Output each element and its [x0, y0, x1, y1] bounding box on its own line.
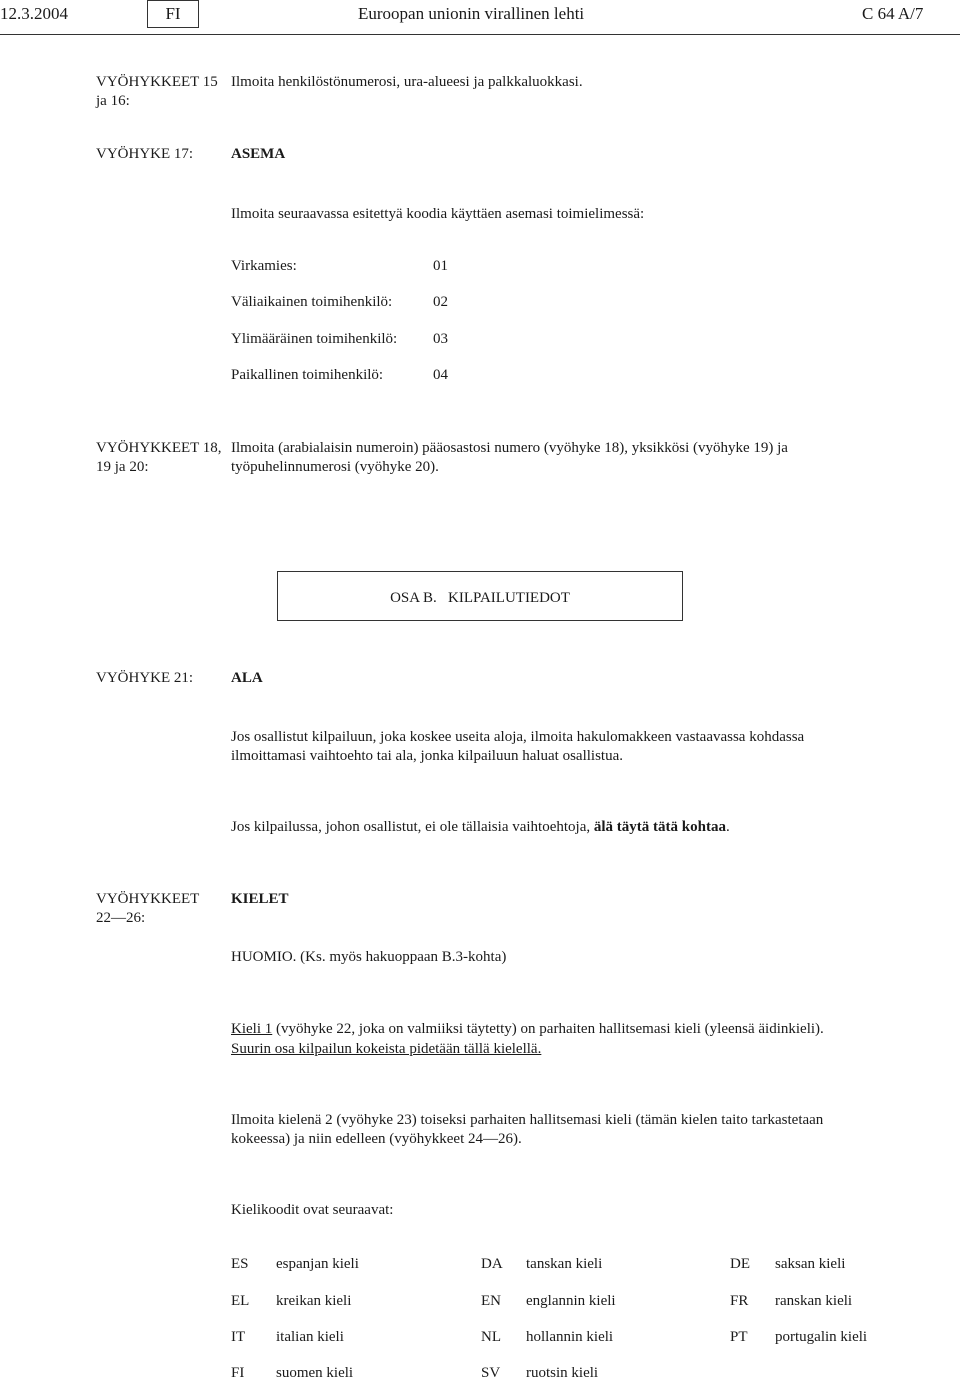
language-name: espanjan kieli — [276, 1256, 359, 1272]
code-value: 02 — [433, 294, 448, 310]
publication-date: 12.3.2004 — [0, 4, 68, 23]
code-value: 01 — [433, 258, 448, 274]
language-code: PT — [730, 1329, 748, 1345]
language-name: ruotsin kieli — [526, 1365, 599, 1381]
language-name: kreikan kieli — [276, 1293, 352, 1309]
zone-22-paragraph-2: Ilmoita kielenä 2 (vyöhyke 23) toiseksi parhaiten hallitsemasi kieli (tämän kielen taito tarkastetaan kokeessa) ja niin edelleen (vyöhykkeet 24—26). — [231, 1112, 824, 1147]
language-code: ES — [231, 1256, 249, 1272]
section-b-title: OSA B. KILPAILUTIEDOT — [277, 571, 683, 621]
language-name: portugalin kieli — [775, 1329, 868, 1345]
zone-22-note: HUOMIO. (Ks. myös hakuoppaan B.3-kohta) — [231, 949, 507, 965]
zone-17-heading: ASEMA — [231, 146, 286, 162]
journal-title: Euroopan unionin virallinen lehti — [358, 4, 585, 23]
zone-15-label: VYÖHYKKEET 15 ja 16: — [96, 74, 218, 109]
language-code: DA — [481, 1256, 503, 1272]
code-label: Virkamies: — [231, 258, 297, 274]
page-reference: C 64 A/7 — [862, 4, 924, 23]
zone-21-heading: ALA — [231, 670, 263, 686]
language-code: EN — [481, 1293, 501, 1309]
zone-18-text: Ilmoita (arabialaisin numeroin) pääosastosi numero (vyöhyke 18), yksikkösi (vyöhyke 19) ja työpuhelinnumerosi (vyöhyke 20). — [231, 440, 788, 475]
zone-21-paragraph-1: Jos osallistut kilpailuun, joka koskee useita aloja, ilmoita hakulomakkeen vastaavassa kohdassa ilmoittamasi vaihtoehto tai ala, jonka kilpailuun haluat osallistua. — [231, 729, 805, 764]
zone-17-intro: Ilmoita seuraavassa esitettyä koodia käyttäen asemasi toimielimessä: — [231, 206, 645, 222]
language-name: italian kieli — [276, 1329, 344, 1345]
code-label: Paikallinen toimihenkilö: — [231, 367, 384, 383]
zone-15-text: Ilmoita henkilöstönumerosi, ura-alueesi ja palkkaluokkasi. — [231, 74, 583, 90]
zone-21-label: VYÖHYKE 21: — [96, 670, 194, 686]
language-name: hollannin kieli — [526, 1329, 614, 1345]
header-rule — [0, 34, 960, 35]
language-code: NL — [481, 1329, 501, 1345]
language-code: FR — [730, 1293, 749, 1309]
language-code: DE — [730, 1256, 750, 1272]
language-name: tanskan kieli — [526, 1256, 603, 1272]
language-name: ranskan kieli — [775, 1293, 853, 1309]
zone-22-language-1-text: Kieli 1 (vyöhyke 22, joka on valmiiksi täytetty) on parhaiten hallitsemasi kieli (yleensä äidinkieli). — [231, 1021, 824, 1037]
zone-22-codes-intro: Kielikoodit ovat seuraavat: — [231, 1202, 394, 1218]
language-code: IT — [231, 1329, 246, 1345]
zone-22-heading: KIELET — [231, 891, 289, 907]
zone-22-label: VYÖHYKKEET 22—26: — [96, 891, 200, 926]
code-label: Ylimääräinen toimihenkilö: — [231, 331, 398, 347]
zone-21-paragraph-2: Jos kilpailussa, johon osallistut, ei ole tällaisia vaihtoehtoja, älä täytä tätä kohtaa. — [231, 819, 730, 835]
language-code: SV — [481, 1365, 501, 1381]
language-code: FI — [231, 1365, 245, 1381]
language-name: suomen kieli — [276, 1365, 354, 1381]
code-value: 04 — [433, 367, 448, 383]
language-name: englannin kieli — [526, 1293, 616, 1309]
zone-18-label: VYÖHYKKEET 18, 19 ja 20: — [96, 440, 222, 475]
language-name: saksan kieli — [775, 1256, 846, 1272]
zone-17-label: VYÖHYKE 17: — [96, 146, 194, 162]
language-box: FI — [147, 0, 199, 28]
code-label: Väliaikainen toimihenkilö: — [231, 294, 393, 310]
language-code: EL — [231, 1293, 250, 1309]
zone-22-language-1-note: Suurin osa kilpailun kokeista pidetään tällä kielellä. — [231, 1041, 542, 1057]
code-value: 03 — [433, 331, 448, 347]
